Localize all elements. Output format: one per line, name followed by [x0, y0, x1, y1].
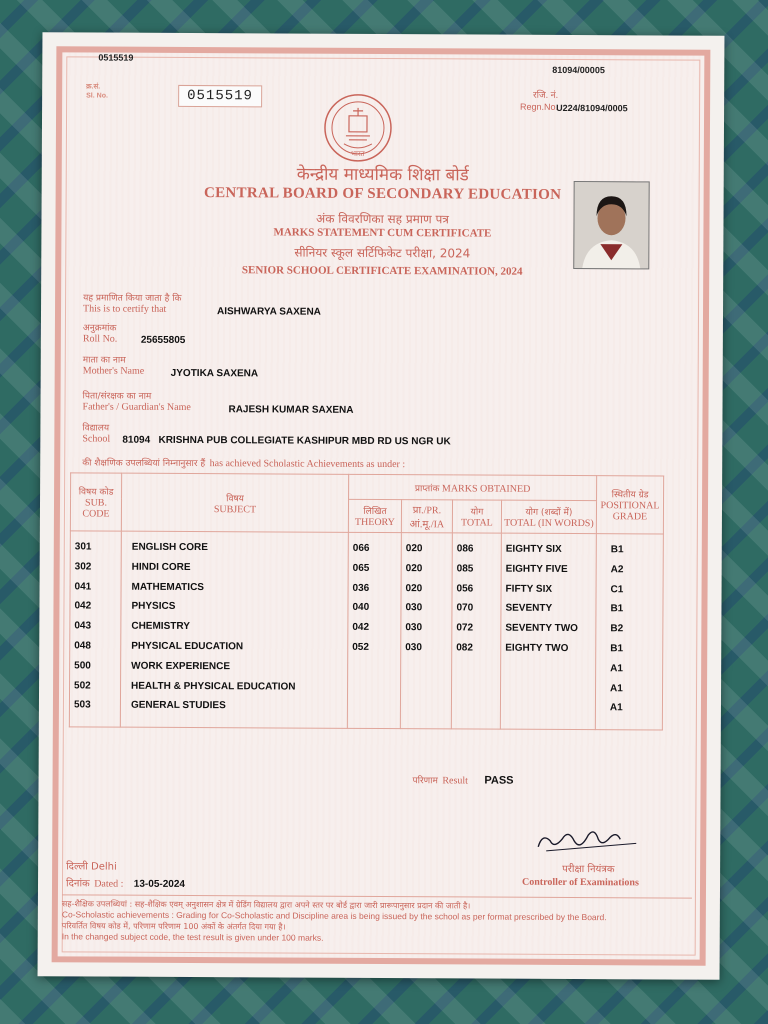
col-subject: ENGLISH CORE HINDI CORE MATHEMATICS PHYSICS CHEMISTRY PHYSICAL EDUCATION WORK EXPERIENCE HEALTH & PHYSICAL EDUCATION GENERAL STUDIES [120, 531, 348, 728]
svg-text:भारत: भारत [351, 149, 365, 158]
roll-label: अनुक्रमांक Roll No. [82, 323, 118, 345]
exam-title-hindi: सीनियर स्कूल सर्टिफिकेट परीक्षा, 2024 [294, 245, 471, 261]
serial-number-box: 0515519 [178, 85, 262, 107]
col-theory: 066 065 036 040 042 052 [347, 532, 401, 728]
serial-top-left: 0515519 [98, 52, 134, 63]
table-row: 500 [74, 660, 91, 672]
header-sub-code: विषय कोड SUB. CODE [70, 473, 121, 531]
result-row: परिणाम Result PASS [412, 774, 514, 787]
date-row: दिनांक Dated : 13-05-2024 [65, 878, 185, 890]
student-photo [573, 181, 649, 269]
mother-name: JYOTIKA SAXENA [170, 367, 259, 380]
serial-label: क्र.सं. Sl. No. [86, 83, 108, 100]
cbse-emblem-icon [322, 92, 394, 164]
marks-table [69, 472, 664, 730]
table-row: 043 [74, 620, 92, 632]
certify-label: यह प्रमाणित किया जाता है कि This is to certify that [82, 293, 182, 315]
header-theory: लिखित THEORY [348, 499, 401, 532]
signature-icon [532, 821, 642, 862]
student-name: AISHWARYA SAXENA [216, 306, 321, 318]
table-row: 502 [74, 679, 91, 692]
board-title: CENTRAL BOARD OF SECONDARY EDUCATION [203, 185, 562, 203]
school-label: विद्यालय School [82, 423, 111, 445]
header-practical: प्रा./PR. आं.मू./IA [401, 500, 452, 533]
father-label: पिता/संरक्षक का नाम Father's / Guardian's Name [82, 391, 191, 414]
col-total: 086 085 056 070 072 082 [451, 533, 501, 729]
table-row: 301 [74, 541, 92, 553]
issue-date: 13-05-2024 [133, 878, 185, 890]
col-grade: B1 A2 C1 B1 B2 B1 A1 A1 A1 [595, 534, 663, 730]
exam-title: SENIOR SCHOOL CERTIFICATE EXAMINATION, 2024 [241, 264, 523, 278]
place-label: दिल्ली Delhi [66, 861, 117, 873]
mother-label: माता का नाम Mother's Name [82, 355, 145, 377]
col-practical: 020 020 020 030 030 030 [400, 533, 452, 729]
header-grade: स्थितीय ग्रेड POSITIONAL GRADE [596, 476, 663, 534]
regn-number: U224/81094/0005 [556, 102, 628, 114]
header-total-words: योग (शब्दों में) TOTAL (IN WORDS) [501, 500, 596, 533]
certificate-sheet [38, 32, 725, 980]
table-row: 048 [74, 640, 91, 652]
result-value: PASS [484, 774, 514, 787]
table-row: 302 [74, 561, 92, 573]
father-name: RAJESH KUMAR SAXENA [228, 404, 354, 416]
controller-label-hindi: परीक्षा नियंत्रक [562, 863, 615, 876]
table-row: 503 [73, 699, 91, 711]
board-title-hindi: केन्द्रीय माध्यमिक शिक्षा बोर्ड [296, 164, 469, 186]
table-row: 041 [74, 580, 92, 593]
school-name: 81094 KRISHNA PUB COLLEGIATE KASHIPUR MBD RD US NGR UK [122, 434, 451, 448]
serial-top-right: 81094/00005 [552, 64, 605, 76]
header-subject: विषय SUBJECT [121, 473, 348, 532]
header-marks-obtained: प्राप्तांक MARKS OBTAINED [349, 474, 597, 500]
doc-title-hindi: अंक विवरणिका सह प्रमाण पत्र [316, 211, 449, 227]
header-total: योग TOTAL [452, 500, 501, 533]
regn-label: रजि. नं. Regn.No. [520, 89, 559, 112]
col-sub-code [69, 531, 121, 727]
achievement-label: की शैक्षणिक उपलब्धियां निम्नानुसार हैं has achieved Scholastic Achievements as under : [82, 458, 406, 471]
table-row: 042 [74, 600, 92, 612]
footnotes: सह-शैक्षिक उपलब्धियां : सह-शैक्षिक एवम् अनुशासन क्षेत्र में ग्रेडिंग विद्यालय द्वारा अपने स्तर पर बोर्ड द्वारा जारी प्रारूपानुसार प्रदान की जाती है। Co-Scholastic achievements : Grading for Co-Scholastic and Discipline area is being issued by the school as per format prescribed by the Board. परिवर्तित विषय कोड में, परिणाम परिणाम 100 अंकों के अंतर्गत दिया गया है। In the changed subject code, the test result is given under 100 marks. [62, 894, 692, 945]
roll-number: 25655805 [140, 334, 186, 346]
col-total-words: EIGHTY SIX EIGHTY FIVE FIFTY SIX SEVENTY SEVENTY TWO EIGHTY TWO [500, 533, 596, 729]
controller-label: Controller of Examinations [522, 876, 639, 889]
doc-title: MARKS STATEMENT CUM CERTIFICATE [273, 226, 492, 240]
